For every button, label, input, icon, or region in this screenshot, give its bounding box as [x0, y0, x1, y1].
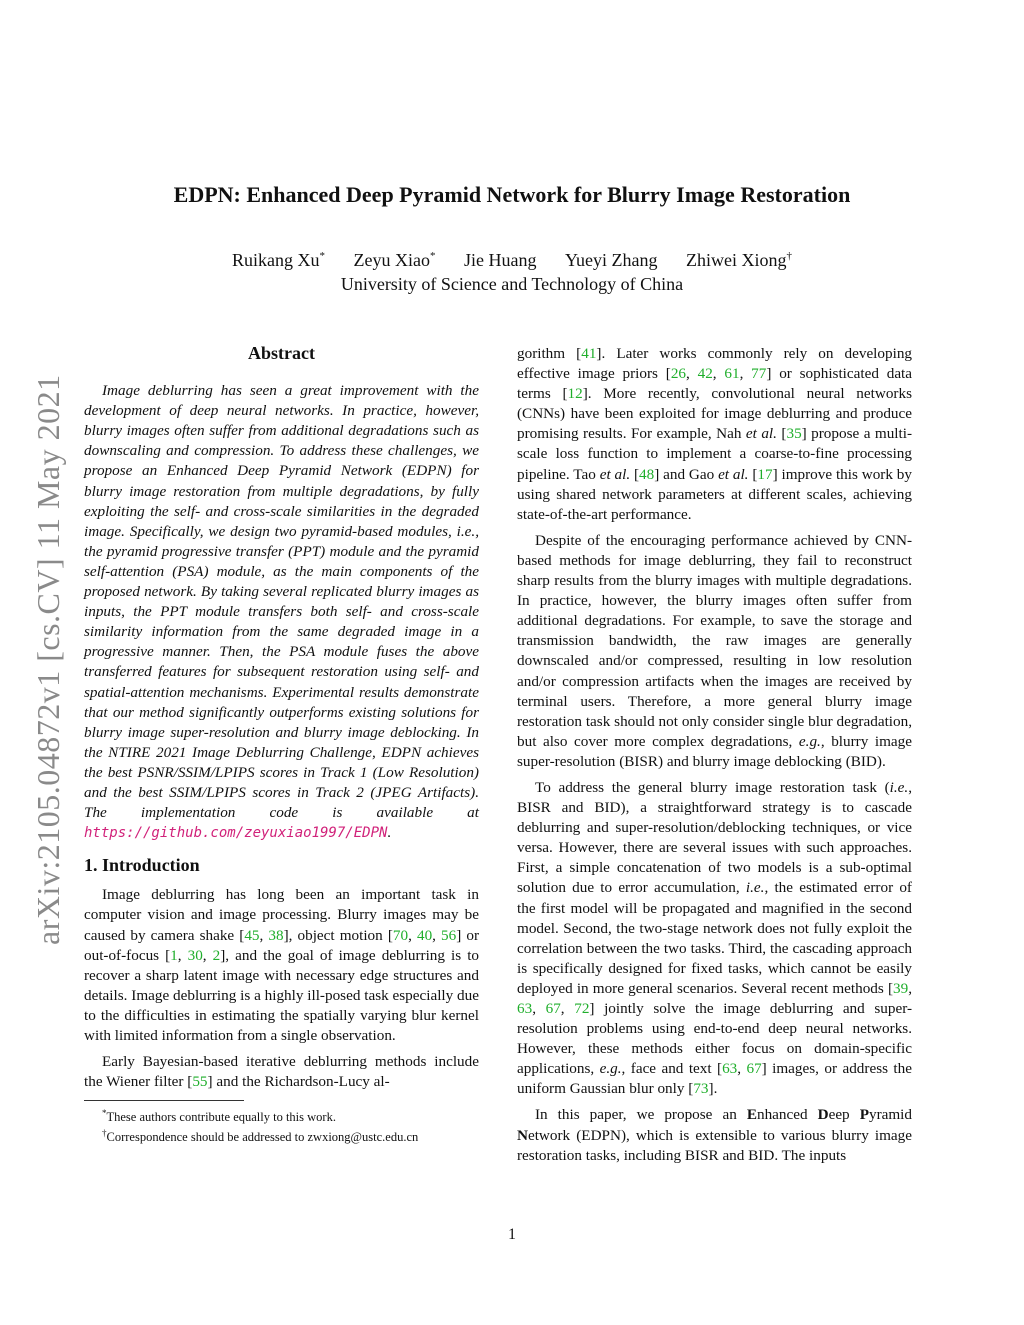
intro-paragraph-2: Early Bayesian-based iterative deblurring methods include the Wiener filter [55] and the Richardson-Lucy al- — [84, 1053, 479, 1091]
citation-link[interactable]: 39 — [893, 979, 909, 997]
page-number: 1 — [508, 1226, 516, 1243]
footnote-equal-contribution: *These authors contribute equally to this work. — [102, 1108, 336, 1125]
citation-link[interactable]: 17 — [757, 465, 773, 483]
intro-paragraph-1: Image deblurring has long been an important task in computer vision and image processing. Blurry images may be caused by camera shake [45, 38], object motion [70, 40, 56] or out-of-focus [1, 30, 2], and the goal of image deblurring is to recover a sharp latent image with necessary edge structures and details. Image deblurring is a highly ill-posed task especially due to the difficulties in estimating the spatially varying blur kernel with limited information from a single observation. — [84, 886, 480, 1044]
citation-link[interactable]: 1 — [170, 946, 178, 964]
citation-link[interactable]: 30 — [187, 946, 203, 964]
right-column — [517, 344, 912, 1172]
author: Zeyu Xiao* — [353, 250, 436, 270]
code-url-link[interactable]: https://github.com/zeyuxiao1997/EDPN — [84, 825, 388, 842]
abstract-text: Image deblurring has seen a great improvement with the development of deep neural networks. In practice, however, blurry images often suffer from additional degradations such as downscaling and compression. To address these challenges, we propose an Enhanced Deep Pyramid Network (EDPN) for blurry image restoration from multiple degradations, by fully exploiting the self- and cross-scale similarities in the degraded image. Specifically, we design two pyramid-based modules, i.e., the pyramid progressive transfer (PPT) module and the pyramid self-attention (PSA) module, as the main components of the proposed network. By taking several replicated blurry images as inputs, the PPT module transfers both self- and cross-scale similarity information from the same degraded image in a progressive manner. Then, the PSA module fuses the above transferred features for subsequent restoration using self- and spatial-attention mechanisms. Experimental results demonstrate that our method significantly outperforms existing solutions for blurry image super-resolution and blurry image deblocking. In the NTIRE 2021 Image Deblurring Challenge, EDPN achieves the best PSNR/SSIM/LPIPS scores in Track 1 (Low Resolution) and the best SSIM/LPIPS scores in Track 2 (JPEG Artifacts). The implementation code is available at https://github.com/zeyuxiao1997/EDPN. — [84, 382, 479, 842]
abstract-heading: Abstract — [248, 343, 315, 363]
arxiv-identifier-stamp: arXiv:2105.04872v1 [cs.CV] 11 May 2021 — [30, 374, 66, 945]
citation-link[interactable]: 77 — [751, 365, 767, 383]
citation-link[interactable]: 70 — [392, 926, 409, 944]
citation-link[interactable]: 45 — [244, 926, 260, 944]
citation-link[interactable]: 42 — [697, 365, 713, 383]
citation-link[interactable]: 41 — [581, 345, 597, 362]
citation-link[interactable]: 61 — [724, 365, 740, 383]
intro-paragraph-2-continued: gorithm [41]. Later works commonly rely on developing effective image priors [26, 42, 61, 77] or sophisticated data terms [12]. More recently, convolutional neural networks (CNNs) have been exploited for image deblurring and produce promising results. For example, Nah et al. [35] propose a multi-scale loss function to implement a coarse-to-fine processing pipeline. Tao et al. [48] and Gao et al. [17] improve this work by using shared network parameters at different scales, achieving state-of-the-art performance. — [517, 345, 913, 523]
author: Zhiwei Xiong† — [685, 250, 792, 270]
citation-link[interactable]: 72 — [574, 1000, 590, 1017]
citation-link[interactable]: 48 — [639, 465, 655, 483]
citation-link[interactable]: 55 — [192, 1073, 208, 1091]
citation-link[interactable]: 38 — [268, 926, 284, 944]
citation-link[interactable]: 63 — [722, 1060, 738, 1078]
intro-paragraph-3: Despite of the encouraging performance achieved by CNN-based methods for image deblurring, they fail to reconstruct sharp results from the blurry images with multiple degradations. In practice, however, the blurry images often suffer from additional degradations. For example, to save the storage and transmission bandwidth, the raw images are generally downscaled and/or compressed, resulting in low resolution and/or compression artifacts when the images are received by terminal users. Therefore, a more general blurry image restoration task should not only consider single blur degradation, but also cover more complex degradations, e.g., blurry image super-resolution (BISR) and blurry image deblocking (BID). — [517, 531, 912, 770]
citation-link[interactable]: 40 — [416, 926, 433, 944]
citation-link[interactable]: 67 — [545, 1000, 561, 1017]
author: Yueyi Zhang — [564, 250, 658, 270]
citation-link[interactable]: 73 — [693, 1080, 709, 1098]
citation-link[interactable]: 63 — [517, 1000, 533, 1017]
author: Ruikang Xu* — [232, 250, 326, 270]
citation-link[interactable]: 67 — [746, 1060, 762, 1078]
footnote-rule — [84, 1100, 244, 1101]
intro-paragraph-4: To address the general blurry image restoration task (i.e., BISR and BID), a straightforward strategy is to cascade deblurring and super-resolution/deblocking techniques, or vice versa. However, there are several issues with such approaches. First, a simple concatenation of two models is a sub-optimal solution due to error accumulation, i.e., the estimated error of the first model will be propagated and magnified in the second model. Second, the two-stage network does not fully exploit the correlation between the two tasks. Third, the cascading approach is specifically designed for fixed tasks, which cannot be easily deployed in more general scenarios. Several recent methods [39, 63, 67, 72] jointly solve the image deblurring and super-resolution problems using end-to-end deep neural networks. However, these methods either focus on domain-specific applications, e.g., face and text [63, 67] images, or address the uniform Gaussian blur only [73]. — [517, 778, 913, 1098]
citation-link[interactable]: 35 — [786, 425, 802, 443]
citation-link[interactable]: 2 — [212, 946, 221, 964]
intro-paragraph-5: In this paper, we propose an Enhanced Deep Pyramid Network (EDPN), which is extensible to various blurry image restoration tasks, including BISR and BID. The inputs — [517, 1106, 912, 1164]
left-column — [84, 343, 479, 1146]
citation-link[interactable]: 12 — [567, 385, 583, 403]
affiliation: University of Science and Technology of China — [340, 274, 684, 294]
paper-title: EDPN: Enhanced Deep Pyramid Network for Blurry Image Restoration — [173, 182, 851, 207]
citation-link[interactable]: 56 — [441, 926, 457, 944]
footnote-correspondence: †Correspondence should be addressed to zwxiong@ustc.edu.cn — [102, 1128, 419, 1145]
author: Jie Huang — [464, 250, 537, 270]
section-heading-introduction: 1. Introduction — [84, 855, 200, 876]
author-list — [80, 250, 944, 271]
citation-link[interactable]: 26 — [670, 365, 686, 383]
